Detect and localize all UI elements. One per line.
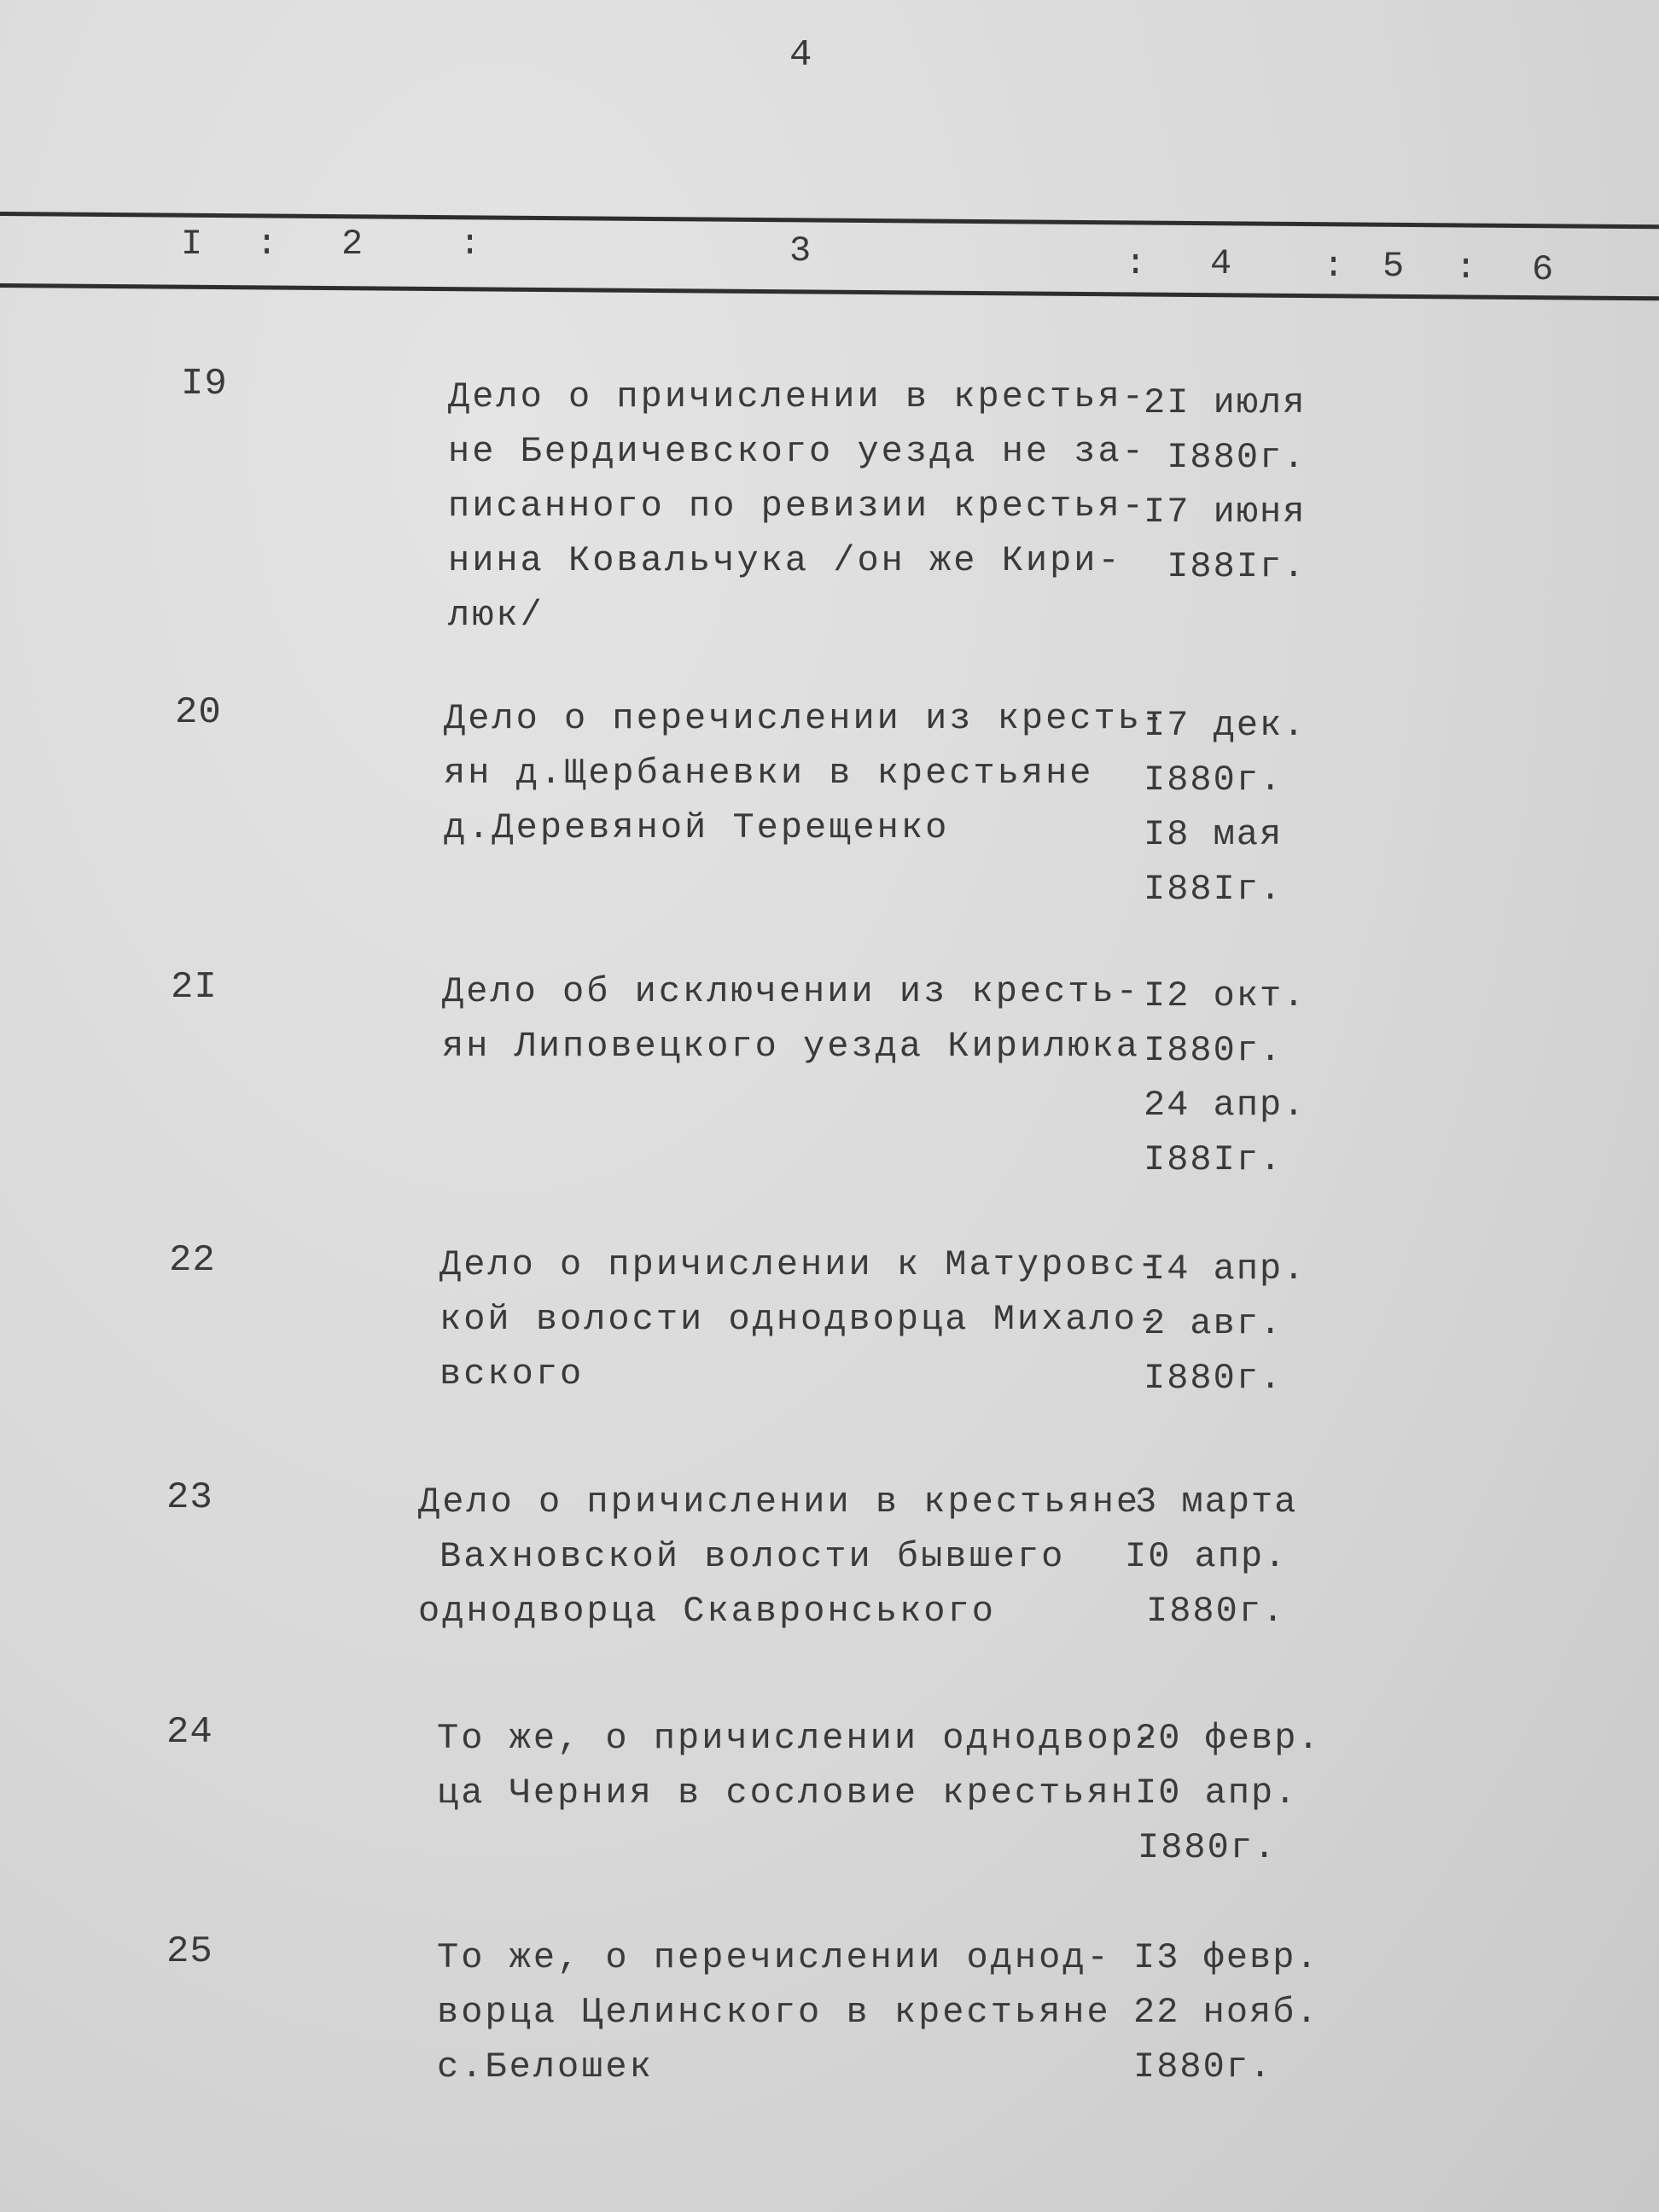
entry-date-line: I2 окт. <box>1144 975 1307 1016</box>
entry-date-line: I8 мая <box>1144 814 1284 855</box>
entry-date-line: 3 марта <box>1135 1481 1298 1522</box>
column-separator: : <box>1455 247 1477 288</box>
entry-title-line: ян Липовецкого уезда Кирилюка <box>442 1026 1140 1067</box>
header-rule-top <box>0 212 1659 229</box>
entry-title <box>439 1237 1161 1401</box>
entry-title-line: не Бердичевского уезда не за- <box>448 431 1146 472</box>
entry-title <box>437 1930 1111 2094</box>
entry-dates <box>1125 1475 1297 1639</box>
entry-date-line: I880г. <box>1146 1591 1286 1632</box>
entry-number: 22 <box>169 1239 216 1282</box>
entry-title-line: Дело о перечислении из кресть- <box>444 698 1167 739</box>
entry-number: 20 <box>175 691 222 734</box>
entry-title-line: д.Деревяной Терещенко <box>444 807 950 848</box>
entry-title-line: нина Ковальчука /он же Кири- <box>448 540 1122 581</box>
entry-title-line: с.Белошек <box>437 2046 654 2087</box>
entry-date-line: I7 июня <box>1144 492 1307 533</box>
entry-date-line: 22 нояб. <box>1133 1992 1319 2033</box>
entry-dates <box>1133 1930 1319 2094</box>
column-number-1: I <box>181 224 203 265</box>
entry-date-line: I0 апр. <box>1125 1536 1288 1577</box>
entry-date-line: I4 апр. <box>1144 1249 1307 1289</box>
header-rule-bottom <box>0 283 1659 300</box>
entry-title-line: люк/ <box>448 595 544 636</box>
entry-title-line: вского <box>439 1353 585 1394</box>
entry-date-line: I7 дек. <box>1144 705 1307 746</box>
entry-date-line: I880г. <box>1144 760 1284 800</box>
column-number-3: 3 <box>789 230 812 271</box>
entry-title <box>437 1711 1159 1820</box>
entry-number: 24 <box>166 1711 213 1754</box>
entry-dates <box>1144 1242 1306 1406</box>
entry-date-line: 2I июля <box>1144 382 1307 423</box>
entry-title <box>448 370 1146 643</box>
entry-number: 2I <box>171 966 218 1009</box>
column-number-6: 6 <box>1532 249 1554 290</box>
entry-title-line: ца Черния в сословие крестьян <box>437 1773 1135 1813</box>
entry-date-line: I3 февр. <box>1133 1937 1319 1978</box>
entry-title-line: То же, о причислении однодвор- <box>437 1718 1160 1759</box>
entry-date-line: I880г. <box>1133 2046 1273 2087</box>
column-separator: : <box>459 224 481 265</box>
entry-title-line: Дело о причислении в крестьяне <box>418 1481 1141 1522</box>
entry-title-line: Вахновской волости бывшего <box>439 1536 1066 1577</box>
entry-dates <box>1144 698 1306 917</box>
page-number: 4 <box>789 34 814 77</box>
entry-number: I9 <box>181 363 228 405</box>
entry-title-line: Дело о причислении в крестья- <box>448 376 1146 417</box>
column-number-5: 5 <box>1382 246 1405 287</box>
entry-title-line: Дело о причислении к Матуровс- <box>439 1244 1162 1285</box>
column-separator: : <box>256 224 278 265</box>
column-separator: : <box>1125 243 1147 284</box>
entry-date-line: 24 апр. <box>1144 1085 1307 1126</box>
entry-title <box>418 1475 1140 1639</box>
entry-title-line: ян д.Щербаневки в крестьяне <box>444 753 1094 794</box>
entry-date-line: I880г. <box>1144 437 1307 478</box>
entry-date-line: 2 авг. <box>1144 1303 1284 1344</box>
entry-date-line: I880г. <box>1138 1827 1278 1868</box>
entry-title-line: однодворца Скавронського <box>418 1591 996 1632</box>
entry-dates <box>1135 1711 1321 1875</box>
entry-date-line: I0 апр. <box>1135 1773 1298 1813</box>
entry-date-line: I88Iг. <box>1144 546 1307 587</box>
entry-title <box>444 691 1166 855</box>
entry-title <box>442 964 1140 1074</box>
entry-number: 23 <box>166 1476 213 1519</box>
column-number-2: 2 <box>341 224 364 265</box>
entry-date-line: I880г. <box>1144 1030 1284 1071</box>
entry-dates <box>1144 969 1306 1187</box>
entry-title-line: Дело об исключении из кресть- <box>442 971 1140 1012</box>
entry-date-line: 20 февр. <box>1135 1718 1321 1759</box>
entry-dates <box>1144 375 1306 594</box>
entry-title-line: писанного по ревизии крестья- <box>448 486 1146 527</box>
column-number-4: 4 <box>1210 243 1232 284</box>
entry-number: 25 <box>166 1930 213 1973</box>
entry-date-line: I88Iг. <box>1144 869 1284 910</box>
entry-title-line: То же, о перечислении однод- <box>437 1937 1111 1978</box>
entry-date-line: I88Iг. <box>1144 1139 1284 1180</box>
entry-date-line: I880г. <box>1144 1358 1284 1399</box>
entry-title-line: кой волости однодворца Михало- <box>439 1299 1162 1340</box>
column-separator: : <box>1323 246 1345 287</box>
entry-title-line: ворца Целинского в крестьяне <box>437 1992 1111 2033</box>
